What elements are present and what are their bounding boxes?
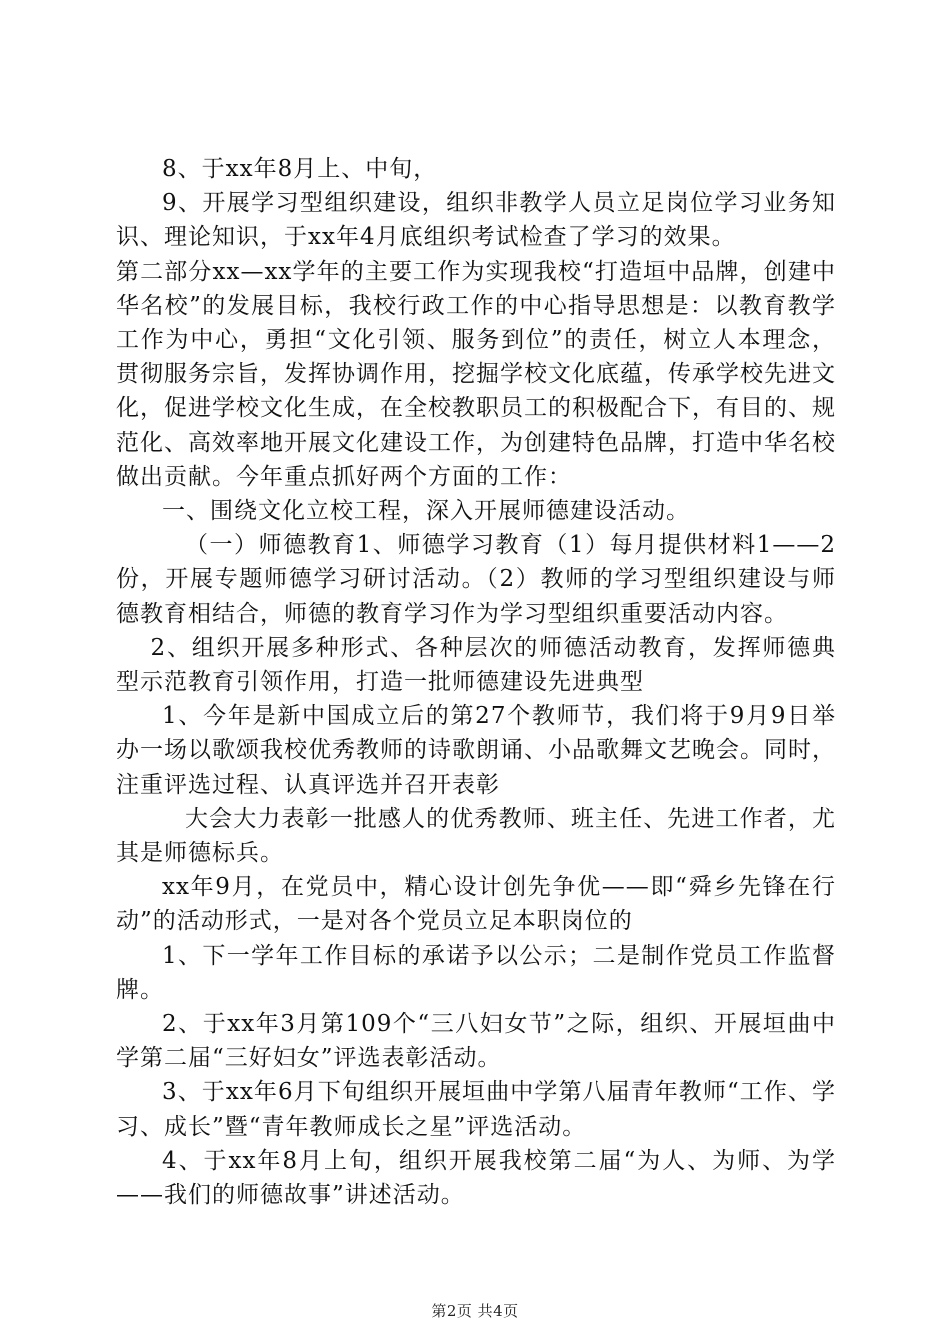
paragraph-ethics-activities: 2、组织开展多种形式、各种层次的师德活动教育，发挥师德典型示范教育引领作用，打造一批师德建设先进典型 (116, 634, 836, 696)
paragraph-ethics-education: （一）师德教育1、师德学习教育（1）每月提供材料1——2份，开展专题师德学习研讨活动。（2）教师的学习型组织建设与师德教育相结合，师德的教育学习作为学习型组织重要活动内容。 (116, 532, 836, 627)
paragraph-young-teachers: 3、于xx年6月下旬组织开展垣曲中学第八届青年教师“工作、学习、成长”暨“青年教师成长之星”评选活动。 (116, 1079, 836, 1140)
paragraph-annual-goals: 1、下一学年工作目标的承诺予以公示；二是制作党员工作监督牌。 (116, 942, 836, 1003)
paragraph-commendation: 大会大力表彰一批感人的优秀教师、班主任、先进工作者，尤其是师德标兵。 (116, 805, 836, 867)
paragraph-womens-day: 2、于xx年3月第109个“三八妇女节”之际，组织、开展垣曲中学第二届“三好妇女”评选表彰活动。 (116, 1011, 836, 1072)
paragraph-part-two: 第二部分xx—xx学年的主要工作为实现我校“打造垣中品牌，创建中华名校”的发展目标，我校行政工作的中心指导思想是：以教育教学工作为中心，勇担“文化引领、服务到位”的责任，树立人本理念，贯彻服务宗旨，发挥协调作用，挖掘学校文化底蕴，传承学校先进文化，促进学校文化生成，在全校教职员工的积极配合下，有目的、规范化、高效率地开展文化建设工作，为创建特色品牌，打造中华名校做出贡献。今年重点抓好两个方面的工作： (116, 258, 836, 490)
paragraph-ethics-stories: 4、于xx年8月上旬，组织开展我校第二届“为人、为师、为学——我们的师德故事”讲述活动。 (116, 1147, 836, 1209)
paragraph-item-8: 8、于xx年8月上、中旬， (162, 156, 438, 182)
paragraph-party-members: xx年9月，在党员中，精心设计创先争优——即“舜乡先锋在行动”的活动形式，一是对各个党员立足本职岗位的 (116, 874, 836, 935)
document-body (116, 152, 836, 1212)
page-number-footer: 第2页 共4页 (431, 1302, 519, 1320)
paragraph-item-9: 9、开展学习型组织建设，组织非教学人员立足岗位学习业务知识、理论知识，于xx年4月底组织考试检查了学习的效果。 (116, 190, 836, 251)
paragraph-teachers-day: 1、今年是新中国成立后的第27个教师节，我们将于9月9日举办一场以歌颂我校优秀教师的诗歌朗诵、小品歌舞文艺晚会。同时，注重评选过程、认真评选并召开表彰 (116, 703, 836, 798)
paragraph-section-one-heading: 一、围绕文化立校工程，深入开展师德建设活动。 (162, 498, 690, 525)
